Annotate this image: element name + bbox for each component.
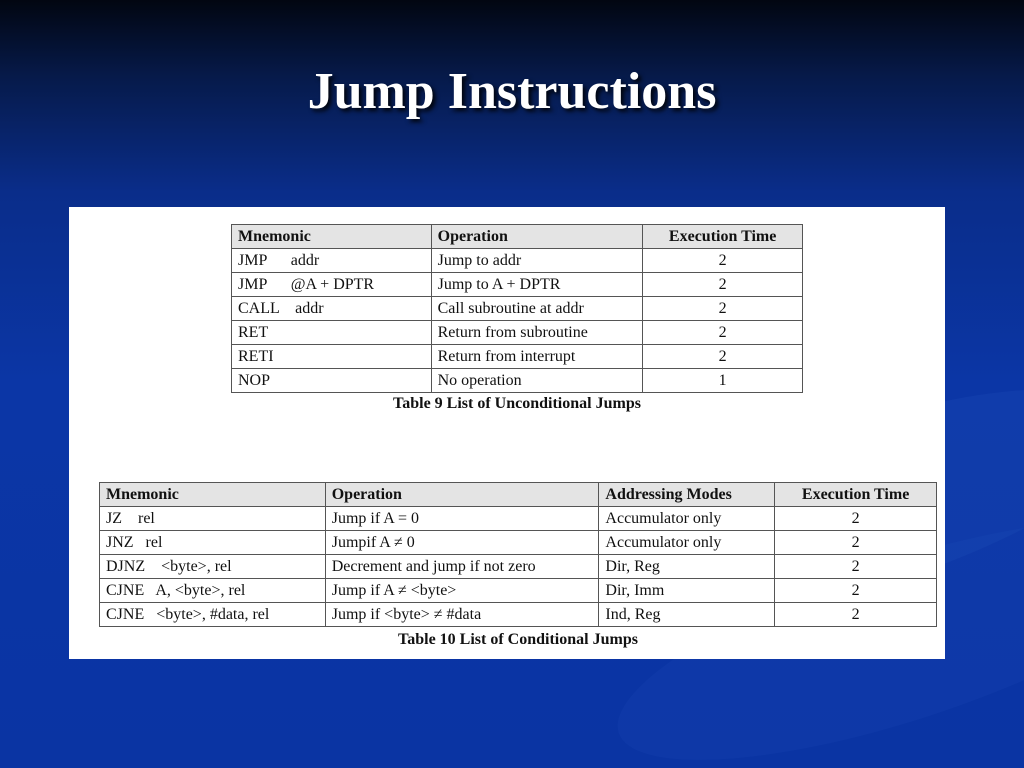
mnemonic-cell: RET — [232, 321, 432, 345]
table-row — [232, 369, 803, 393]
execution-time-cell: 2 — [643, 249, 803, 273]
conditional-jumps-table — [99, 482, 937, 627]
table-row — [100, 603, 937, 627]
table-row — [232, 273, 803, 297]
addressing-modes-cell: Dir, Imm — [599, 579, 775, 603]
table-row — [232, 321, 803, 345]
table-row — [232, 345, 803, 369]
table-caption: Table 10 List of Conditional Jumps — [398, 631, 638, 648]
addressing-modes-cell: Dir, Reg — [599, 555, 775, 579]
column-header-execution-time: Execution Time — [643, 225, 803, 249]
mnemonic-cell: CJNE A, <byte>, rel — [100, 579, 326, 603]
execution-time-cell: 2 — [643, 321, 803, 345]
execution-time-cell: 2 — [643, 273, 803, 297]
tables-panel — [69, 207, 945, 659]
mnemonic-cell: JNZ rel — [100, 531, 326, 555]
table-row — [232, 249, 803, 273]
execution-time-cell: 2 — [643, 297, 803, 321]
operation-cell: Call subroutine at addr — [431, 297, 643, 321]
mnemonic-cell: CALL addr — [232, 297, 432, 321]
operation-cell: Jump to addr — [431, 249, 643, 273]
addressing-modes-cell: Ind, Reg — [599, 603, 775, 627]
operation-cell: Jump if A ≠ <byte> — [325, 579, 599, 603]
unconditional-jumps-table — [231, 224, 803, 393]
table-header-row — [232, 225, 803, 249]
table-header-row — [100, 483, 937, 507]
operation-cell: No operation — [431, 369, 643, 393]
column-header-mnemonic: Mnemonic — [100, 483, 326, 507]
table-caption: Table 9 List of Unconditional Jumps — [393, 395, 641, 412]
execution-time-cell: 2 — [775, 531, 937, 555]
execution-time-cell: 2 — [775, 555, 937, 579]
operation-cell: Jumpif A ≠ 0 — [325, 531, 599, 555]
mnemonic-cell: DJNZ <byte>, rel — [100, 555, 326, 579]
operation-cell: Return from subroutine — [431, 321, 643, 345]
addressing-modes-cell: Accumulator only — [599, 531, 775, 555]
mnemonic-cell: JMP @A + DPTR — [232, 273, 432, 297]
execution-time-cell: 2 — [775, 579, 937, 603]
column-header-mnemonic: Mnemonic — [232, 225, 432, 249]
mnemonic-cell: JMP addr — [232, 249, 432, 273]
table-row — [232, 297, 803, 321]
column-header-operation: Operation — [325, 483, 599, 507]
execution-time-cell: 2 — [775, 507, 937, 531]
operation-cell: Jump if <byte> ≠ #data — [325, 603, 599, 627]
mnemonic-cell: JZ rel — [100, 507, 326, 531]
operation-cell: Jump if A = 0 — [325, 507, 599, 531]
execution-time-cell: 2 — [775, 603, 937, 627]
mnemonic-cell: RETI — [232, 345, 432, 369]
execution-time-cell: 2 — [643, 345, 803, 369]
column-header-addressing-modes: Addressing Modes — [599, 483, 775, 507]
table-row — [100, 507, 937, 531]
table-row — [100, 579, 937, 603]
slide-title: Jump Instructions — [307, 63, 717, 120]
operation-cell: Jump to A + DPTR — [431, 273, 643, 297]
table-row — [100, 531, 937, 555]
execution-time-cell: 1 — [643, 369, 803, 393]
mnemonic-cell: CJNE <byte>, #data, rel — [100, 603, 326, 627]
column-header-execution-time: Execution Time — [775, 483, 937, 507]
column-header-operation: Operation — [431, 225, 643, 249]
mnemonic-cell: NOP — [232, 369, 432, 393]
table-row — [100, 555, 937, 579]
operation-cell: Return from interrupt — [431, 345, 643, 369]
addressing-modes-cell: Accumulator only — [599, 507, 775, 531]
operation-cell: Decrement and jump if not zero — [325, 555, 599, 579]
